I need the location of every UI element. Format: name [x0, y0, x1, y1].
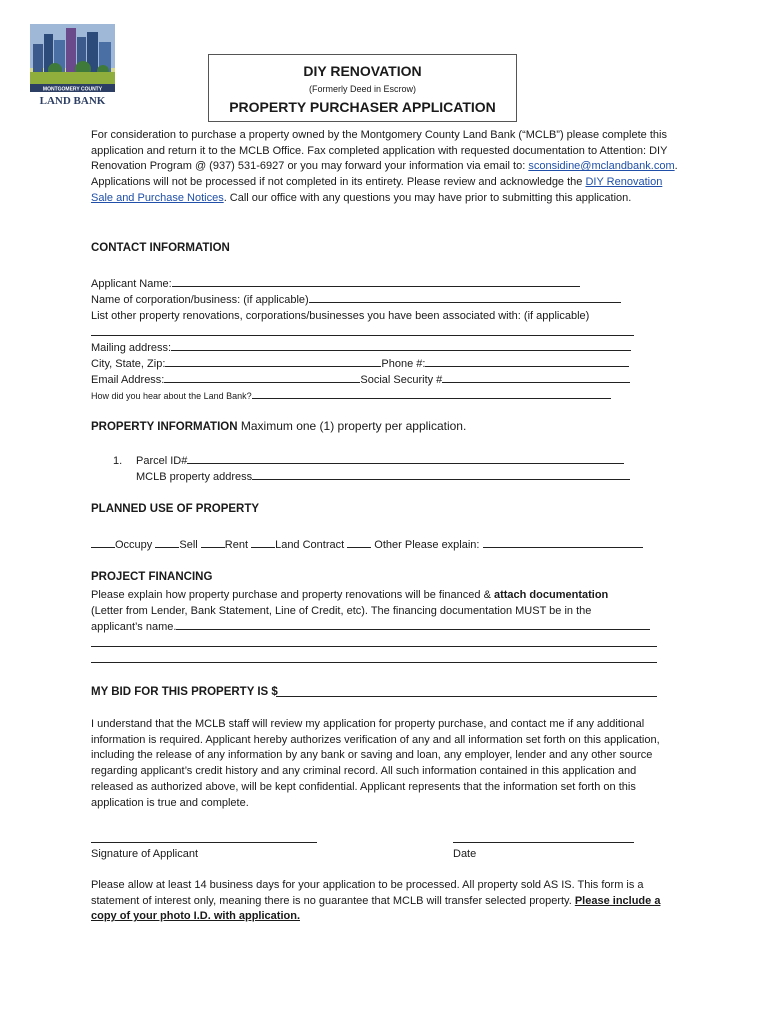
hear-row	[91, 388, 611, 404]
title-box	[208, 54, 517, 122]
financing-line-1	[91, 587, 608, 603]
property-note: Maximum one (1) property per application.	[237, 419, 467, 433]
address-field[interactable]	[252, 469, 630, 480]
land-bank-logo	[25, 22, 120, 108]
land-contract-checkbox[interactable]	[251, 537, 275, 548]
intro-text-2: . Applications will not be processed if not completed in its entirety. Please review and acknowledge the	[91, 160, 678, 189]
occupy-label: Occupy	[115, 539, 153, 551]
intro-text-3: . Call our office with any questions you may have prior to submitting this application.	[223, 191, 632, 204]
logo-top-text: MONTGOMERY COUNTY	[42, 86, 103, 93]
property-number: 1.	[113, 455, 123, 467]
date-label: Date	[453, 848, 477, 860]
program-subtitle: (Formerly Deed in Escrow)	[308, 84, 417, 94]
program-title: DIY RENOVATION	[303, 63, 422, 79]
property-heading: PROPERTY INFORMATION	[91, 421, 238, 433]
financing-text-1a: Please explain how property purchase and property renovations will be financed &	[91, 589, 494, 601]
corporation-label: Name of corporation/business: (if applicable)	[91, 294, 309, 306]
phone-label: Phone #:	[381, 358, 426, 370]
date-field[interactable]	[453, 842, 634, 843]
ssn-label: Social Security #	[360, 374, 443, 386]
use-heading: PLANNED USE OF PROPERTY	[91, 503, 260, 515]
bid-label: MY BID FOR THIS PROPERTY IS $	[91, 686, 278, 698]
financing-field-2[interactable]	[91, 646, 657, 647]
applicant-name-row	[91, 276, 580, 292]
financing-heading: PROJECT FINANCING	[91, 571, 213, 583]
address-label: MCLB property address	[136, 471, 253, 483]
other-properties-label: List other property renovations, corporations/businesses you have been associated with: (if applicable)	[91, 310, 590, 322]
mailing-field[interactable]	[171, 340, 631, 351]
rent-label: Rent	[224, 539, 249, 551]
other-explain-field[interactable]	[483, 537, 643, 548]
signature-field[interactable]	[91, 842, 317, 843]
property-heading-row	[91, 419, 466, 433]
footer-emphasis: Please include a copy of your photo I.D. with application.	[91, 894, 661, 923]
other-checkbox[interactable]	[347, 537, 371, 548]
hear-field[interactable]	[252, 390, 611, 399]
parcel-label: Parcel ID#	[136, 455, 188, 467]
city-phone-row	[91, 356, 629, 372]
mailing-label: Mailing address:	[91, 342, 172, 354]
applicant-name-field[interactable]	[172, 276, 580, 287]
applicant-name-label: Applicant Name:	[91, 278, 172, 290]
financing-field-3[interactable]	[91, 662, 657, 663]
sell-label: Sell	[179, 539, 198, 551]
email-link[interactable]: sconsidine@mclandbank.com	[528, 160, 675, 173]
corporation-field[interactable]	[309, 292, 621, 303]
parcel-row	[136, 453, 624, 469]
rent-checkbox[interactable]	[201, 537, 225, 548]
ssn-field[interactable]	[442, 372, 630, 383]
occupy-checkbox[interactable]	[91, 537, 115, 548]
logo-bottom-text: LAND BANK	[39, 95, 106, 107]
financing-line-3	[91, 619, 650, 635]
signature-label: Signature of Applicant	[91, 848, 199, 860]
financing-field[interactable]	[176, 619, 650, 630]
land-contract-label: Land Contract	[275, 539, 345, 551]
footer-text: Please allow at least 14 business days for your application to be processed. All property sold AS IS. This form is a statement of interest only, meaning there is no guarantee that MCLB will transfer selected property.	[91, 879, 644, 907]
other-label: Other Please explain:	[371, 539, 480, 551]
city-field[interactable]	[165, 356, 381, 367]
notices-link[interactable]: DIY Renovation Sale and Purchase Notices	[91, 176, 663, 204]
footer-notice	[91, 878, 663, 925]
phone-field[interactable]	[425, 356, 629, 367]
use-options-row	[91, 537, 643, 553]
other-properties-field[interactable]	[91, 335, 634, 336]
mailing-row	[91, 340, 631, 356]
address-row	[136, 469, 630, 485]
bid-row	[91, 684, 278, 700]
hear-label: How did you hear about the Land Bank?	[91, 391, 252, 401]
financing-text-3: applicant’s name.	[91, 621, 177, 633]
email-field[interactable]	[164, 372, 360, 383]
bid-field[interactable]	[276, 696, 657, 697]
financing-text-1b: attach documentation	[493, 589, 609, 601]
intro-paragraph	[91, 128, 681, 207]
city-label: City, State, Zip:	[91, 358, 166, 370]
corporation-row	[91, 292, 621, 308]
email-label: Email Address:	[91, 374, 165, 386]
city-skyline-icon	[25, 22, 120, 108]
contact-heading: CONTACT INFORMATION	[91, 242, 230, 254]
email-ssn-row	[91, 372, 630, 388]
form-title: PROPERTY PURCHASER APPLICATION	[229, 99, 496, 115]
intro-text-1: For consideration to purchase a property owned by the Montgomery County Land Bank (“MCLB”) please complete this application and return it to the MCLB Office. Fax completed application with requested documentation to Attention: DIY Renovation Program @ (937) 531-6927 or you may forward your information via email to:	[91, 129, 668, 173]
authorization-paragraph: I understand that the MCLB staff will review my application for property purchase, and contact me if any additional information is required. Applicant hereby authorizes verification of any and all information set forth on this application, including the release of any information by any bank or saving and loan, any employer, lender and any other source regarding applicant’s credit history and any criminal record. All such information contained in this application and released as authorized above, will be kept confidential. Applicant represents that the information set forth on this application is true and complete.	[91, 718, 660, 809]
sell-checkbox[interactable]	[155, 537, 179, 548]
parcel-field[interactable]	[187, 453, 624, 464]
financing-line-2: (Letter from Lender, Bank Statement, Line of Credit, etc). The financing documentation MUST be in the	[91, 605, 592, 617]
